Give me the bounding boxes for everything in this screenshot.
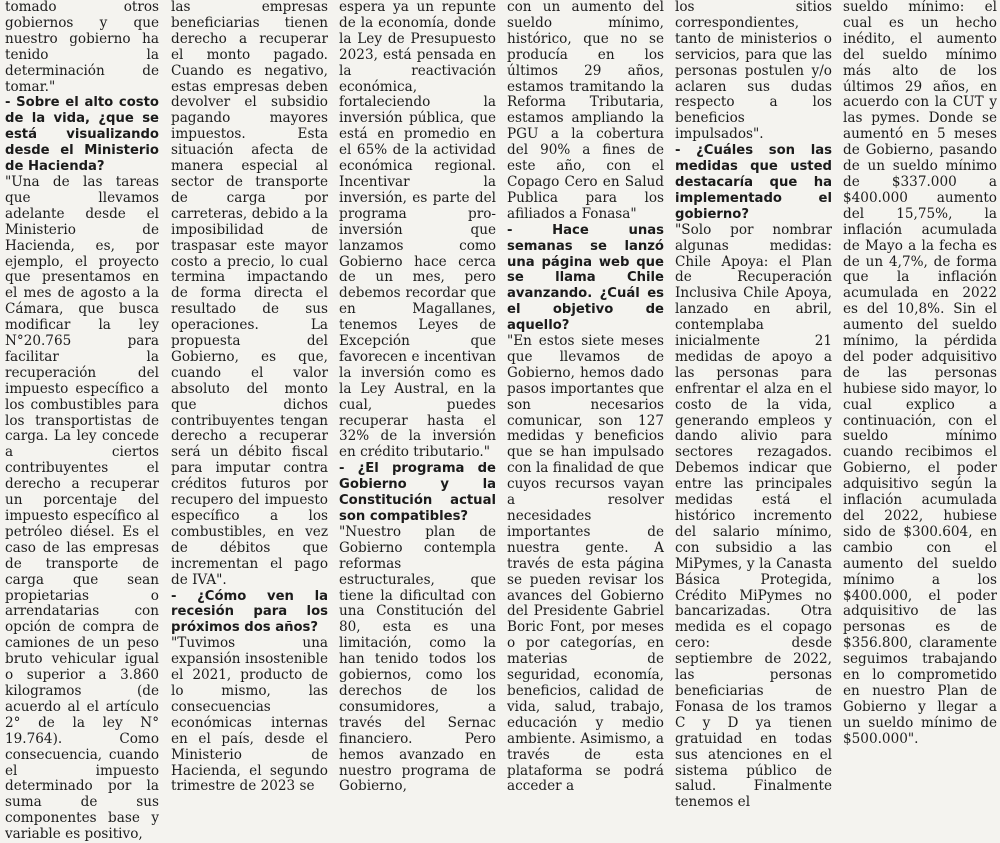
interview-question: - ¿Cómo ven la recesión para los próximos dos años? [171, 588, 328, 636]
column-1 [5, 0, 159, 843]
column-3 [339, 0, 496, 795]
column-5 [675, 0, 832, 811]
paragraph: los sitios correspondientes, tanto de ministerios o servicios, para que las personas postulen y/o aclaren sus dudas respecto a los beneficios impulsados". [675, 0, 832, 143]
paragraph: las empresas beneficiarias tienen derecho a recuperar el monto pagado. Cuando es negativo, estas empresas deben devolver el subsidio pagando mayores impuestos. Esta situación afecta de manera especial al sector de transporte de carga por carreteras, debido a la imposibilidad de traspasar este mayor costo a precio, lo cual termina impactando de forma directa el resultado de sus operaciones. La propuesta del Gobierno, es que, cuando el valor absoluto del monto que dichos contribuyentes tengan derecho a recuperar será un débito fiscal para imputar contra créditos futuros por recupero del impuesto específico a los combustibles, en vez de débitos que incrementan el pago de IVA". [171, 0, 328, 588]
paragraph: "Tuvimos una expansión insostenible el 2021, producto de lo mismo, las consecuencias económicas internas en el país, desde el Ministerio de Hacienda, el segundo trimestre de 2023 se [171, 635, 328, 795]
interview-question: - ¿Cuáles son las medidas que usted destacaría que ha implementado el gobierno? [675, 143, 832, 222]
column-2 [171, 0, 328, 795]
paragraph: tomado otros gobiernos y que nuestro gobierno ha tenido la determinación de tomar." [5, 0, 159, 95]
interview-question: - Hace unas semanas se lanzó una página web que se llama Chile avanzando. ¿Cuál es el objetivo de aquello? [507, 222, 664, 334]
interview-question: - ¿El programa de Gobierno y la Constitución actual son compatibles? [339, 461, 496, 524]
paragraph: "Una de las tareas que llevamos adelante desde el Ministerio de Hacienda, es, por ejemplo, el proyecto que presentamos en el mes de agosto a la Cámara, que busca modificar la ley N°20.765 para facilitar la recuperación del impuesto específico a los combustibles para los transportistas de carga. La ley concede a ciertos contribuyentes el derecho a recuperar un porcentaje del impuesto específico al petróleo diésel. Es el caso de las empresas de transporte de carga que sean propietarias o arrendatarias con opción de compra de camiones de un peso bruto vehicular igual o superior a 3.860 kilogramos (de acuerdo al el artículo 2° de la ley N° 19.764). Como consecuencia, cuando el impuesto determinado por la suma de sus componentes base y variable es positivo, [5, 173, 159, 843]
paragraph: "En estos siete meses que llevamos de Gobierno, hemos dado pasos importantes que son necesarios comunicar, son 127 medidas y beneficios que se han impulsado con la finalidad de que cuyos recursos vayan a resolver necesidades importantes de nuestra gente. A través de esta página se pueden revisar los avances del Gobierno del Presidente Gabriel Boric Font, por meses o por categorías, en materias de seguridad, economía, beneficios, calidad de vida, salud, trabajo, educación y medio ambiente. Asimismo, a través de esta plataforma se podrá acceder a [507, 333, 664, 795]
paragraph: con un aumento del sueldo mínimo, histórico, que no se producía en los últimos 29 años, estamos tramitando la Reforma Tributaria, estamos ampliando la PGU a la cobertura del 90% a fines de este año, con el Copago Cero en Salud Publica para los afiliados a Fonasa" [507, 0, 664, 222]
column-6 [843, 0, 997, 747]
paragraph: sueldo mínimo: el cual es un hecho inédito, el aumento del sueldo mínimo más alto de los últimos 29 años, en acuerdo con la CUT y las pymes. Donde se aumentó en 5 meses de Gobierno, pasando de un sueldo mínimo de $337.000 a $400.000 aumento del 15,75%, la inflación acumulada de Mayo a la fecha es de un 4,7%, de forma que la inflación acumulada en 2022 es del 10,8%. Sin el aumento del sueldo mínimo, la pérdida del poder adquisitivo de las personas hubiese sido mayor, lo cual explico a continuación, con el sueldo mínimo cuando recibimos el Gobierno, el poder adquisitivo según la inflación acumulada del 2022, hubiese sido de $300.604, en cambio con el aumento del sueldo mínimo a los $400.000, el poder adquisitivo de las personas es de $356.800, claramente seguimos trabajando en lo comprometido en nuestro Plan de Gobierno y llegar a un sueldo mínimo de $500.000". [843, 0, 997, 747]
paragraph: espera ya un repunte de la economía, donde la Ley de Presupuesto 2023, está pensada en la reactivación económica, fortaleciendo la inversión pública, que está en promedio en el 65% de la actividad económica regional. Incentivar la inversión, es parte del programa pro-inversión que lanzamos como Gobierno hace cerca de un mes, pero debemos recordar que en Magallanes, tenemos Leyes de Excepción que favorecen e incentivan la inversión como es la Ley Austral, en la cual, puedes recuperar hasta el 32% de la inversión en crédito tributario." [339, 0, 496, 461]
column-4 [507, 0, 664, 795]
interview-question: - Sobre el alto costo de la vida, ¿que se está visualizando desde el Ministerio de Hacienda? [5, 95, 159, 175]
paragraph: "Nuestro plan de Gobierno contempla reformas estructurales, que tiene la dificultad con una Constitución del 80, esta es una limitación, como la han tenido todos los gobiernos, como los derechos de los consumidores, a través del Sernac financiero. Pero hemos avanzado en nuestro programa de Gobierno, [339, 523, 496, 795]
paragraph: "Solo por nombrar algunas medidas: Chile Apoya: el Plan de Recuperación Inclusiva Chile Apoya, lanzado en abril, contemplaba inicialmente 21 medidas de apoyo a las personas para enfrentar el alza en el costo de la vida, generando empleos y dando alivio para sectores rezagados. Debemos indicar que entre las principales medidas está el histórico incremento del salario mínimo, con subsidio a las MiPymes, y la Canasta Básica Protegida, Crédito MiPymes no bancarizadas. Otra medida es el copago cero: desde septiembre de 2022, las personas beneficiarias de Fonasa de los tramos C y D ya tienen gratuidad en todas sus atenciones en el sistema público de salud. Finalmente tenemos el [675, 221, 832, 811]
